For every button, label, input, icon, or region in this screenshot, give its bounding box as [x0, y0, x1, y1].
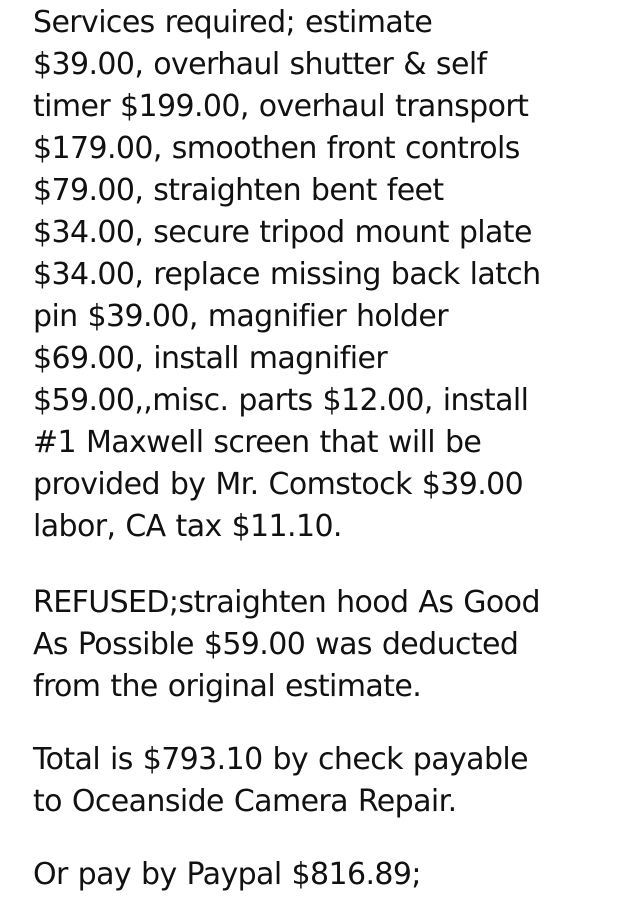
services-line: $69.00, install magnifier: [33, 341, 388, 376]
services-line: $34.00, secure tripod mount plate: [33, 215, 532, 250]
services-line: #1 Maxwell screen that will be: [33, 425, 482, 460]
services-line: labor, CA tax $11.10.: [33, 509, 342, 544]
total-paragraph: [33, 739, 528, 823]
services-line: $179.00, smoothen front controls: [33, 131, 520, 166]
services-line: $59.00,,misc. parts $12.00, install: [33, 383, 529, 418]
total-line: Total is $793.10 by check payable: [33, 742, 528, 777]
paypal-line: Or pay by Paypal $816.89;: [33, 857, 421, 892]
services-line: timer $199.00, overhaul transport: [33, 89, 529, 124]
services-line: $79.00, straighten bent feet: [33, 173, 444, 208]
refused-line: As Possible $59.00 was deducted: [33, 627, 519, 662]
refused-line: from the original estimate.: [33, 669, 422, 704]
paypal-paragraph: [33, 854, 421, 896]
services-line: provided by Mr. Comstock $39.00: [33, 467, 524, 502]
services-paragraph: [33, 2, 541, 548]
total-line: to Oceanside Camera Repair.: [33, 784, 457, 819]
refused-paragraph: [33, 582, 540, 708]
refused-line: REFUSED;straighten hood As Good: [33, 585, 540, 620]
services-line: pin $39.00, magnifier holder: [33, 299, 448, 334]
services-line: $39.00, overhaul shutter & self: [33, 47, 487, 82]
services-line: Services required; estimate: [33, 5, 433, 40]
services-line: $34.00, replace missing back latch: [33, 257, 541, 292]
